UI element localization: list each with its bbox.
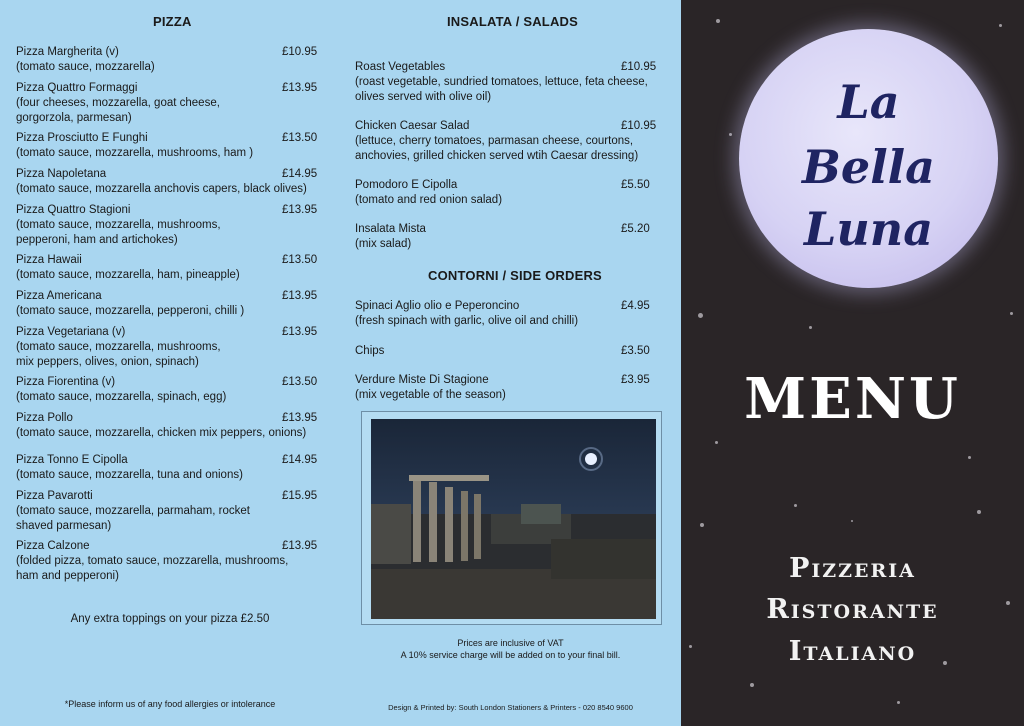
logo-text-luna: Luna bbox=[803, 202, 934, 256]
item-price: £13.50 bbox=[282, 132, 318, 144]
item-price: £13.95 bbox=[282, 204, 318, 216]
pizza-item bbox=[16, 253, 316, 283]
item-description: (folded pizza, tomato sauce, mozzarella, mushrooms, ham and pepperoni) bbox=[16, 555, 289, 582]
item-description: (tomato sauce, mozzarella) bbox=[16, 61, 155, 73]
item-name: Pizza Margherita (v) bbox=[16, 46, 119, 58]
menu-title: MENU bbox=[744, 366, 961, 432]
item-description: (tomato sauce, mozzarella, ham, pineapple) bbox=[16, 269, 240, 281]
item-price: £13.50 bbox=[282, 254, 318, 266]
sides-heading: CONTORNI / SIDE ORDERS bbox=[428, 268, 602, 283]
item-name: Pizza Napoletana bbox=[16, 168, 107, 180]
item-name: Pizza Quattro Stagioni bbox=[16, 204, 131, 216]
star-dot bbox=[977, 510, 981, 514]
ruins-illustration bbox=[371, 419, 656, 619]
item-price: £4.95 bbox=[621, 300, 650, 312]
item-name: Roast Vegetables bbox=[355, 61, 446, 73]
item-name: Pizza Pollo bbox=[16, 412, 73, 424]
star-dot bbox=[1010, 312, 1013, 315]
item-description: (mix salad) bbox=[355, 238, 412, 250]
item-price: £13.95 bbox=[282, 326, 318, 338]
item-name: Spinaci Aglio olio e Peperoncino bbox=[355, 300, 520, 312]
star-dot bbox=[716, 19, 720, 23]
side-item bbox=[355, 344, 655, 359]
night-ruins-photo-frame bbox=[361, 411, 662, 625]
moon-glow bbox=[585, 453, 597, 465]
item-name: Pizza Pavarotti bbox=[16, 490, 93, 502]
salad-item bbox=[355, 222, 655, 252]
star-dot bbox=[698, 313, 703, 318]
pizza-item bbox=[16, 203, 316, 248]
item-name: Pizza Quattro Formaggi bbox=[16, 82, 138, 94]
item-name: Pizza Tonno E Cipolla bbox=[16, 454, 128, 466]
pizza-item bbox=[16, 81, 316, 126]
item-description: (tomato sauce, mozzarella, mushrooms, ham ) bbox=[16, 147, 254, 159]
pizza-item bbox=[16, 489, 316, 534]
star-dot bbox=[794, 504, 797, 507]
item-price: £15.95 bbox=[282, 490, 318, 502]
pizza-item bbox=[16, 167, 316, 197]
item-description: (mix vegetable of the season) bbox=[355, 389, 506, 401]
item-price: £3.50 bbox=[621, 345, 650, 357]
item-name: Insalata Mista bbox=[355, 223, 426, 235]
side-item bbox=[355, 299, 655, 329]
item-price: £14.95 bbox=[282, 168, 318, 180]
star-dot bbox=[809, 326, 812, 329]
item-name: Pizza Hawaii bbox=[16, 254, 82, 266]
pizza-item bbox=[16, 375, 316, 405]
item-description: (tomato and red onion salad) bbox=[355, 194, 503, 206]
logo-text-la: La bbox=[837, 75, 900, 129]
item-price: £13.95 bbox=[282, 290, 318, 302]
item-name: Pizza Vegetariana (v) bbox=[16, 326, 126, 338]
pizza-item bbox=[16, 45, 316, 75]
moon-logo-disc bbox=[739, 29, 998, 288]
item-name: Verdure Miste Di Stagione bbox=[355, 374, 489, 386]
logo-text-bella: Bella bbox=[802, 140, 935, 194]
salad-item bbox=[355, 119, 655, 164]
item-description: (tomato sauce, mozzarella, spinach, egg) bbox=[16, 391, 227, 403]
item-description: (tomato sauce, mozzarella, chicken mix peppers, onions) bbox=[16, 427, 307, 439]
subtitle-pizzeria: Pizzeria bbox=[789, 553, 916, 584]
star-dot bbox=[851, 520, 853, 522]
pizza-item bbox=[16, 411, 316, 441]
item-name: Pizza Calzone bbox=[16, 540, 90, 552]
item-price: £13.95 bbox=[282, 540, 318, 552]
salad-item bbox=[355, 60, 655, 105]
pizza-item bbox=[16, 539, 316, 584]
item-price: £13.95 bbox=[282, 412, 318, 424]
extra-toppings-note: Any extra toppings on your pizza £2.50 bbox=[70, 613, 270, 625]
star-dot bbox=[968, 456, 971, 459]
night-ruins-photo bbox=[371, 419, 656, 619]
star-dot bbox=[999, 24, 1002, 27]
item-price: £5.50 bbox=[621, 179, 650, 191]
item-name: Chips bbox=[355, 345, 385, 357]
allergy-note: *Please inform us of any food allergies or intolerance bbox=[64, 699, 276, 709]
item-price: £10.95 bbox=[621, 120, 657, 132]
item-price: £13.50 bbox=[282, 376, 318, 388]
item-description: (roast vegetable, sundried tomatoes, lettuce, feta cheese, olives served with olive oil) bbox=[355, 76, 648, 103]
service-charge-note: A 10% service charge will be added on to your final bill. bbox=[400, 650, 621, 660]
item-name: Pizza Fiorentina (v) bbox=[16, 376, 116, 388]
star-dot bbox=[729, 133, 732, 136]
pizza-item bbox=[16, 325, 316, 370]
salad-item bbox=[355, 178, 655, 208]
item-name: Chicken Caesar Salad bbox=[355, 120, 470, 132]
item-description: (fresh spinach with garlic, olive oil and chilli) bbox=[355, 315, 579, 327]
item-description: (tomato sauce, mozzarella, parmaham, rocket shaved parmesan) bbox=[16, 505, 250, 532]
pizza-item bbox=[16, 131, 316, 161]
print-credit: Design & Printed by: South London Stationers & Printers - 020 8540 9600 bbox=[388, 703, 633, 712]
item-description: (tomato sauce, mozzarella, mushrooms, mix peppers, olives, onion, spinach) bbox=[16, 341, 221, 368]
item-description: (four cheeses, mozzarella, goat cheese, gorgorzola, parmesan) bbox=[16, 97, 220, 124]
star-dot bbox=[715, 441, 718, 444]
side-item bbox=[355, 373, 655, 403]
item-description: (lettuce, cherry tomatoes, parmasan cheese, courtons, anchovies, grilled chicken served wtih Caesar dressing) bbox=[355, 135, 639, 162]
item-name: Pizza Prosciutto E Funghi bbox=[16, 132, 148, 144]
star-dot bbox=[700, 523, 704, 527]
item-price: £14.95 bbox=[282, 454, 318, 466]
item-price: £13.95 bbox=[282, 82, 318, 94]
subtitle-italiano: Italiano bbox=[788, 636, 917, 667]
item-description: (tomato sauce, mozzarella, tuna and onions) bbox=[16, 469, 243, 481]
subtitle-ristorante: Ristorante bbox=[766, 594, 939, 625]
pizza-item bbox=[16, 289, 316, 319]
item-description: (tomato sauce, mozzarella anchovis capers, black olives) bbox=[16, 183, 307, 195]
pizza-item bbox=[16, 453, 316, 483]
vat-note: Prices are inclusive of VAT bbox=[457, 638, 564, 648]
item-price: £10.95 bbox=[621, 61, 657, 73]
item-price: £3.95 bbox=[621, 374, 650, 386]
item-price: £5.20 bbox=[621, 223, 650, 235]
star-dot bbox=[750, 683, 754, 687]
item-price: £10.95 bbox=[282, 46, 318, 58]
salads-heading: INSALATA / SALADS bbox=[447, 14, 578, 29]
item-description: (tomato sauce, mozzarella, mushrooms, pepperoni, ham and artichokes) bbox=[16, 219, 221, 246]
item-name: Pizza Americana bbox=[16, 290, 102, 302]
pizza-heading: PIZZA bbox=[153, 14, 192, 29]
item-description: (tomato sauce, mozzarella, pepperoni, chilli ) bbox=[16, 305, 245, 317]
item-name: Pomodoro E Cipolla bbox=[355, 179, 458, 191]
star-dot bbox=[897, 701, 900, 704]
